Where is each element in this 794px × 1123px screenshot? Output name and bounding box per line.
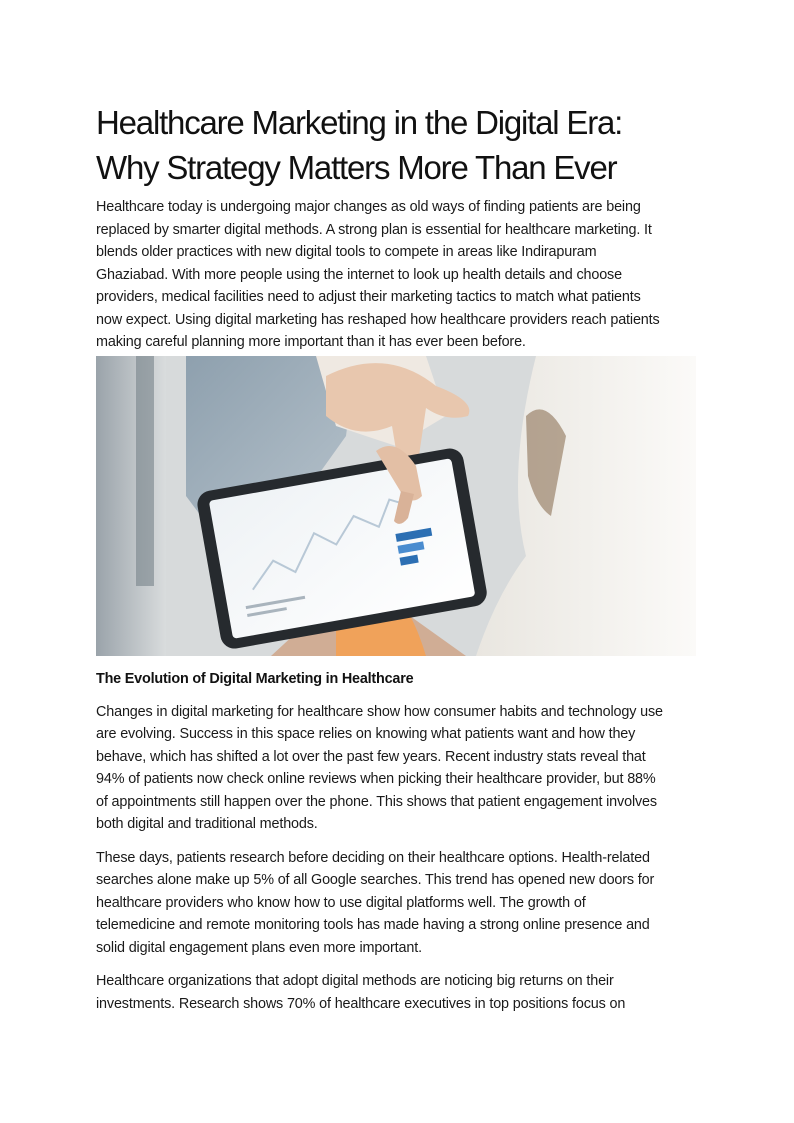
title-line-1: Healthcare Marketing in the Digital Era: xyxy=(96,104,623,141)
text-line: replaced by smarter digital methods. A strong plan is essential for healthcare marketing. It xyxy=(96,221,652,238)
section-paragraph-3 xyxy=(96,970,696,1015)
page-title xyxy=(96,100,696,190)
intro-paragraph xyxy=(96,196,696,354)
text-line: are evolving. Success in this space relies on knowing what patients want and how they xyxy=(96,726,636,742)
text-line: Healthcare organizations that adopt digital methods are noticing big returns on their xyxy=(96,973,614,989)
text-line: telemedicine and remote monitoring tools has made having a strong online presence and xyxy=(96,917,650,933)
text-line: providers, medical facilities need to adjust their marketing tactics to match what patients xyxy=(96,289,641,305)
section-paragraph-2 xyxy=(96,847,696,960)
text-line: investments. Research shows 70% of healthcare executives in top positions focus on xyxy=(96,995,626,1012)
section-heading: The Evolution of Digital Marketing in Healthcare xyxy=(96,670,414,687)
text-line: blends older practices with new digital tools to compete in areas like Indirapuram xyxy=(96,244,597,260)
section-paragraph-1 xyxy=(96,701,696,836)
text-line: behave, which has shifted a lot over the past few years. Recent industry stats reveal that xyxy=(96,748,646,765)
text-line: solid digital engagement plans even more important. xyxy=(96,939,422,956)
text-line: 94% of patients now check online reviews when picking their healthcare provider, but 88% xyxy=(96,771,656,787)
tablet-photo xyxy=(96,356,696,656)
title-line-2: Why Strategy Matters More Than Ever xyxy=(96,149,617,186)
text-line: healthcare providers who know how to use digital platforms well. The growth of xyxy=(96,894,586,911)
tablet-illustration xyxy=(96,356,696,656)
text-line: now expect. Using digital marketing has reshaped how healthcare providers reach patients xyxy=(96,311,660,328)
text-line: These days, patients research before deciding on their healthcare options. Health-related xyxy=(96,849,650,866)
text-line: making careful planning more important than it has ever been before. xyxy=(96,334,526,350)
text-line: Changes in digital marketing for healthcare show how consumer habits and technology use xyxy=(96,703,663,720)
text-line: Ghaziabad. With more people using the internet to look up health details and choose xyxy=(96,266,622,283)
text-line: of appointments still happen over the phone. This shows that patient engagement involves xyxy=(96,793,657,810)
text-line: Healthcare today is undergoing major changes as old ways of finding patients are being xyxy=(96,199,641,215)
text-line: both digital and traditional methods. xyxy=(96,816,318,832)
text-line: searches alone make up 5% of all Google searches. This trend has opened new doors for xyxy=(96,872,655,888)
document-page xyxy=(96,100,696,1015)
